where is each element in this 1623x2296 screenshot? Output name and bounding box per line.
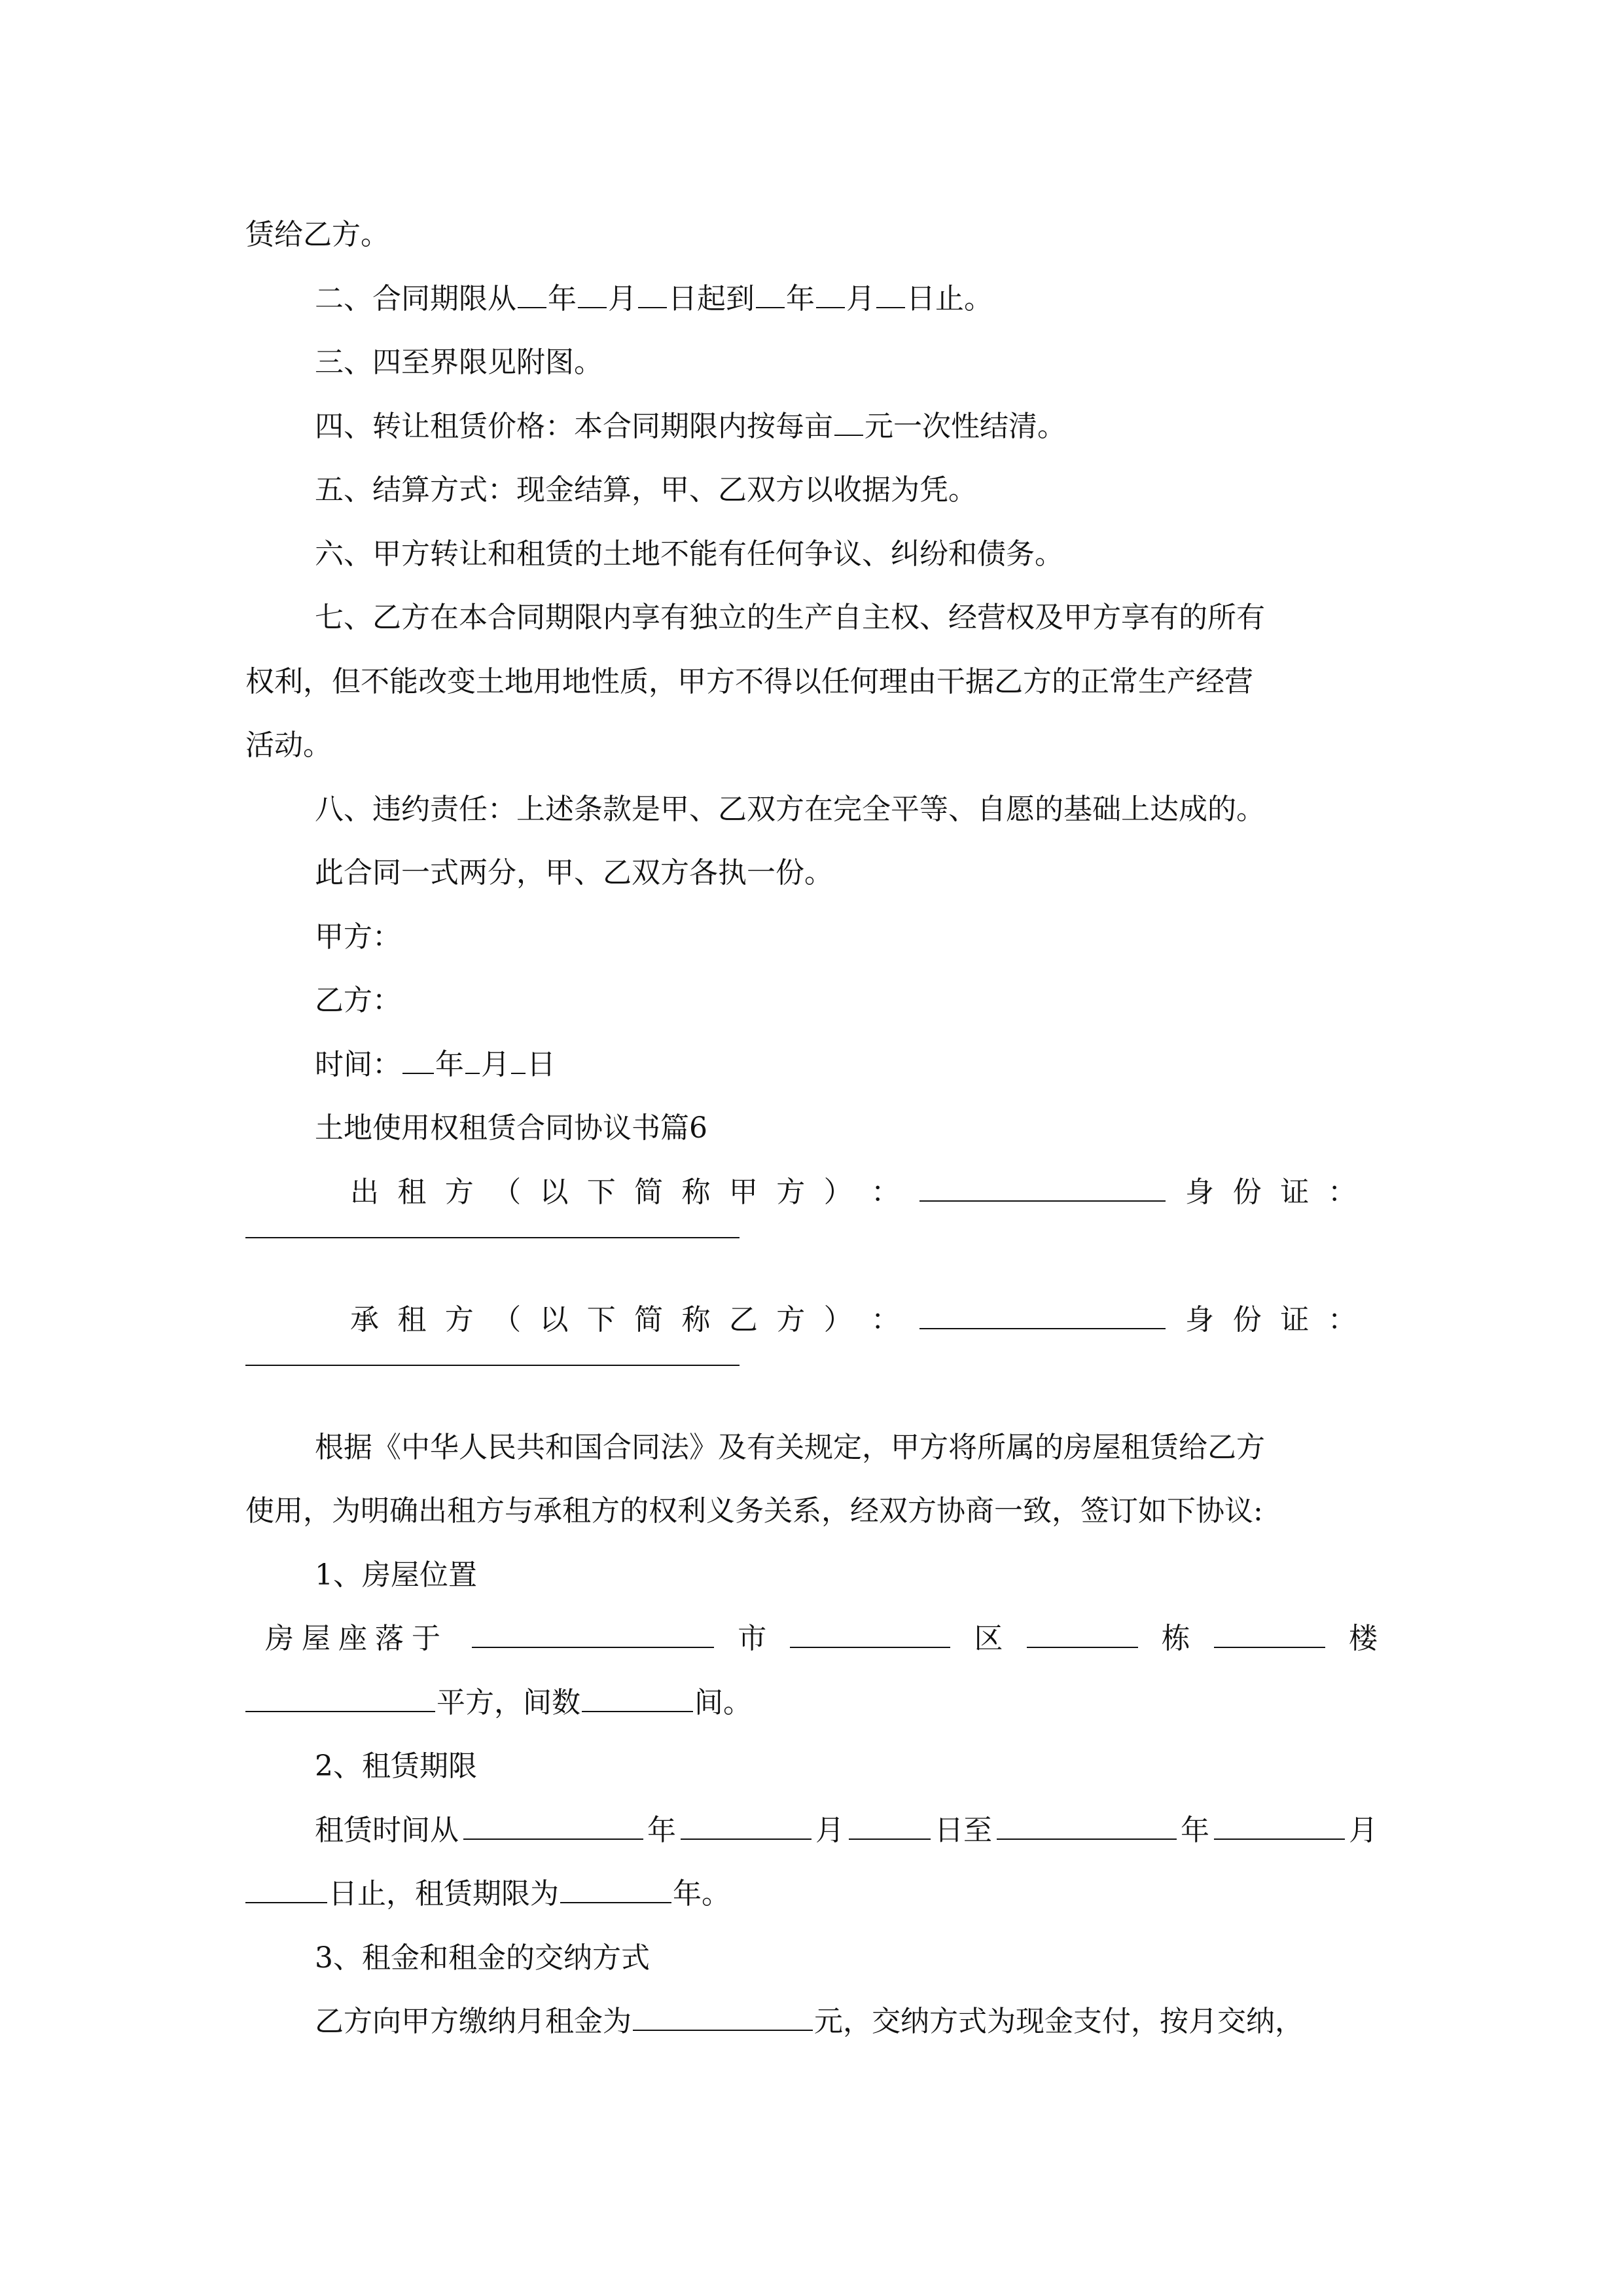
text: 乙方： (315, 984, 401, 1017)
end-month-field[interactable] (1214, 1812, 1345, 1840)
rooms-field[interactable] (582, 1685, 693, 1712)
text: 月 (815, 1813, 844, 1847)
blank-field[interactable] (518, 281, 546, 308)
party-a-signature (245, 905, 1378, 969)
blank-field[interactable] (816, 281, 845, 308)
text: 元一次性结清。 (865, 409, 1066, 443)
label-char: 承 (350, 1302, 379, 1336)
lessor-id-label (1185, 1160, 1357, 1225)
label-char: 份 (1232, 1175, 1262, 1209)
lessee-name-field[interactable] (919, 1302, 1166, 1329)
label-char: 以 (539, 1175, 569, 1209)
label-char: 租 (397, 1175, 427, 1209)
blank-field[interactable] (511, 1047, 526, 1074)
label-char: 证 (1280, 1302, 1310, 1336)
lessor-line (245, 1160, 1378, 1225)
heading-term (245, 1734, 1378, 1799)
clause-2 (245, 267, 1378, 331)
heading-rent (245, 1926, 1378, 1990)
text: 3、租金和租金的交纳方式 (315, 1941, 650, 1975)
label-char: 方 (444, 1175, 474, 1209)
text: 甲方： (315, 920, 401, 954)
paragraph (245, 203, 1378, 267)
clause-5 (245, 458, 1378, 522)
text: 赁给乙方。 (245, 218, 389, 251)
text: 日 (527, 1047, 556, 1081)
label-char: 称 (681, 1175, 711, 1209)
text: 区 (974, 1622, 1003, 1655)
monthly-rent-field[interactable] (633, 2003, 813, 2031)
text: 时间： (315, 1047, 401, 1081)
text: 2、租赁期限 (315, 1749, 477, 1783)
blank-field[interactable] (876, 281, 905, 308)
text: 月 (1349, 1813, 1378, 1847)
text: 市 (738, 1622, 767, 1655)
label-char: 租 (397, 1302, 427, 1336)
label-char: 甲 (728, 1175, 758, 1209)
intro-paragraph-cont (245, 1479, 1378, 1543)
rent-line (245, 1990, 1378, 2054)
blank-field[interactable] (465, 1047, 480, 1074)
label-char: 身 (1185, 1175, 1214, 1209)
lessor-name-field[interactable] (919, 1174, 1166, 1202)
label-char: （ (492, 1175, 522, 1209)
text: 年 (786, 281, 815, 315)
clause-7-cont (245, 713, 1378, 778)
label-char: ） (823, 1175, 853, 1209)
text: 二、合同期限从 (315, 281, 516, 315)
text: 月 (608, 281, 637, 315)
heading-location (245, 1543, 1378, 1607)
end-day-field[interactable] (245, 1876, 327, 1903)
section-title (245, 1096, 1378, 1160)
text: 三、四至界限见附图。 (315, 346, 603, 379)
address-field[interactable] (472, 1621, 714, 1648)
text: 房屋座落于 (265, 1622, 448, 1655)
text: 年。 (673, 1877, 730, 1910)
label-char: ： (870, 1175, 900, 1209)
party-b-signature (245, 969, 1378, 1033)
label-char: 证 (1280, 1175, 1310, 1209)
text: 元，交纳方式为现金支付，按月交纳， (814, 2005, 1304, 2038)
text: 年 (647, 1813, 676, 1847)
start-day-field[interactable] (849, 1812, 931, 1840)
document-page (245, 203, 1378, 2054)
text: 月 (846, 281, 875, 315)
text: 年 (435, 1047, 464, 1081)
label-char: ： (1327, 1302, 1357, 1336)
text: 乙方向甲方缴纳月租金为 (315, 2005, 632, 2038)
label-char: 身 (1185, 1302, 1214, 1336)
term-line (245, 1799, 1378, 1863)
term-years-field[interactable] (560, 1876, 671, 1903)
label-char: 乙 (728, 1302, 758, 1336)
text: 年 (548, 281, 577, 315)
text: 年 (1181, 1813, 1209, 1847)
label-char: ： (870, 1302, 900, 1336)
text: 五、结算方式：现金结算，甲、乙双方以收据为凭。 (315, 473, 977, 507)
area-field[interactable] (245, 1685, 435, 1712)
text: 根据《中华人民共和国合同法》及有关规定，甲方将所属的房屋租赁给乙方 (315, 1430, 1265, 1464)
label-char: 以 (539, 1302, 569, 1336)
text: 平方，间数 (437, 1685, 580, 1719)
city-field[interactable] (790, 1621, 950, 1648)
text: 使用，为明确出租方与承租方的权利义务关系，经双方协商一致，签订如下协议: (245, 1494, 1263, 1528)
clause-8 (245, 778, 1378, 842)
label-char: 份 (1232, 1302, 1262, 1336)
clause-7-cont (245, 650, 1378, 714)
blank-field[interactable] (578, 281, 607, 308)
intro-paragraph (245, 1416, 1378, 1480)
text: 权利，但不能改变土地用地性质，甲方不得以任何理由干据乙方的正常生产经营 (245, 664, 1253, 698)
text: 活动。 (245, 728, 332, 762)
lessor-label (350, 1160, 900, 1225)
clause-6 (245, 522, 1378, 586)
text: 日止。 (906, 281, 993, 315)
lessee-label (350, 1288, 900, 1352)
blank-field[interactable] (834, 408, 863, 436)
clause-4 (245, 395, 1378, 459)
label-char: 下 (586, 1175, 616, 1209)
term-line-cont (245, 1862, 1378, 1926)
date-line (245, 1033, 1378, 1097)
text: 栋 (1161, 1622, 1190, 1655)
label-char: 简 (634, 1302, 664, 1336)
label-char: 出 (350, 1175, 379, 1209)
start-year-field[interactable] (463, 1812, 643, 1840)
text: 月 (481, 1047, 510, 1081)
text: 1、房屋位置 (315, 1558, 477, 1592)
text: 七、乙方在本合同期限内享有独立的生产自主权、经营权及甲方享有的所有 (315, 601, 1265, 634)
end-year-field[interactable] (997, 1812, 1177, 1840)
text: 间。 (694, 1685, 752, 1719)
building-field[interactable] (1214, 1621, 1325, 1648)
district-field[interactable] (1027, 1621, 1138, 1648)
label-char: 简 (634, 1175, 664, 1209)
area-line (245, 1671, 1378, 1735)
text: 四、转让租赁价格：本合同期限内按每亩 (315, 409, 833, 443)
label-char: 称 (681, 1302, 711, 1336)
text: 土地使用权租赁合同协议书篇6 (315, 1111, 707, 1145)
text: 日至 (935, 1813, 992, 1847)
label-char: ： (1327, 1175, 1357, 1209)
label-char: 方 (776, 1302, 806, 1336)
label-char: （ (492, 1302, 522, 1336)
lessee-id-label (1185, 1288, 1357, 1352)
clause-7 (245, 586, 1378, 650)
clause-3 (245, 331, 1378, 395)
text: 楼 (1349, 1622, 1378, 1655)
lessor-id-field[interactable] (245, 1224, 1378, 1288)
text: 日起到 (668, 281, 755, 315)
text: 八、违约责任：上述条款是甲、乙双方在完全平等、自愿的基础上达成的。 (315, 792, 1265, 826)
lessee-line (245, 1288, 1378, 1352)
copies-note (245, 841, 1378, 905)
text: 租赁时间从 (315, 1813, 459, 1847)
blank-field[interactable] (756, 281, 785, 308)
label-char: 下 (586, 1302, 616, 1336)
text: 六、甲方转让和租赁的土地不能有任何争议、纠纷和债务。 (315, 537, 1063, 571)
label-char: ） (823, 1302, 853, 1336)
lessee-id-field[interactable] (245, 1352, 1378, 1416)
label-char: 方 (444, 1302, 474, 1336)
start-month-field[interactable] (681, 1812, 812, 1840)
label-char: 方 (776, 1175, 806, 1209)
blank-field[interactable] (638, 281, 667, 308)
text: 此合同一式两分，甲、乙双方各执一份。 (315, 856, 833, 889)
text: 日止，租赁期限为 (329, 1877, 559, 1910)
blank-field[interactable] (402, 1047, 434, 1074)
location-line (245, 1607, 1378, 1671)
